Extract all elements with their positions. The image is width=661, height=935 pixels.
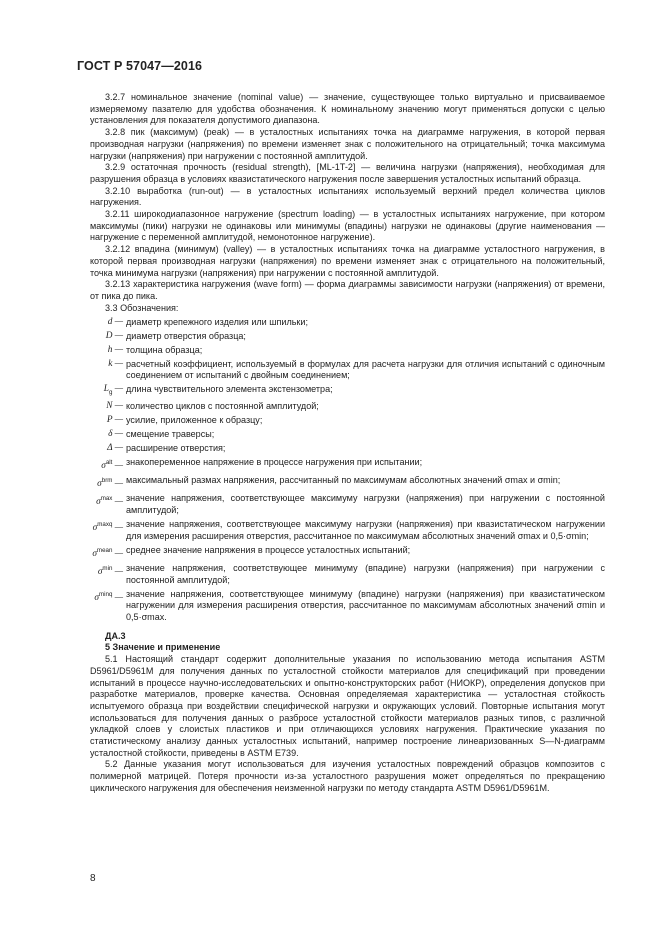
symbol-row — [90, 443, 605, 455]
symbol-superscript: brm — [101, 477, 113, 485]
symbol-notation: $\sigma^{max}$ — — [96, 495, 123, 508]
symbol-description: смещение траверсы; — [126, 429, 215, 440]
symbol-description: знакопеременное напряжение в процессе нагружения при испытании; — [126, 457, 423, 468]
symbol-description: значение напряжения, соответствующее минимуму (впадине) нагрузки (напряжения) при нагружении с постоянной амплитудой; — [126, 562, 605, 585]
symbol-description: толщина образца; — [126, 344, 203, 355]
symbol-notation: h — — [107, 344, 123, 355]
symbol-notation: $\sigma^{min}$ — — [97, 564, 123, 577]
symbol-description: максимальный размах напряжения, рассчитанный по максимумам абсолютных значений σmax и σmin; — [126, 475, 561, 486]
symbol-superscript: min — [102, 564, 113, 572]
definitions-block — [90, 92, 605, 314]
symbol-base: P — [106, 415, 113, 426]
symbol-base: σ — [96, 497, 101, 508]
symbol-superscript: maxq — [97, 521, 113, 529]
symbol-row — [90, 401, 605, 413]
page-content — [90, 92, 605, 795]
symbol-subscript: g — [108, 389, 113, 397]
symbol-notation: d — — [107, 316, 123, 327]
symbol-base: N — [106, 401, 113, 412]
symbol-superscript: minq — [98, 590, 113, 598]
symbol-description: значение напряжения, соответствующее максимуму нагрузки (напряжения) при нагружении с постоянной амплитудой; — [126, 493, 605, 516]
symbol-row — [90, 493, 605, 516]
symbol-row — [90, 545, 605, 561]
symbol-row — [90, 457, 605, 473]
symbol-description: расчетный коэффициент, используемый в формулах для расчета нагрузки для отличия испытаний с одиночным соединением от испытаний с двойным соединением; — [126, 358, 605, 381]
symbol-base: L — [103, 384, 109, 395]
paragraph-3-2-9: 3.2.9 остаточная прочность (residual strength), [ML-1T-2] — величина нагрузки (напряжения), необходимая для разрушения образца в условиях квазистатического нагружения после завершения усталостных испытаний образца. — [90, 162, 605, 184]
symbol-notation: N — — [106, 401, 123, 412]
symbol-description: диаметр отверстия образца; — [126, 330, 246, 341]
subsection-heading: 5 Значение и применение — [105, 642, 221, 653]
symbol-base: δ — [108, 429, 113, 440]
symbol-base: h — [107, 344, 113, 355]
symbol-superscript: alt — [105, 459, 113, 467]
symbol-row — [90, 317, 605, 329]
symbol-superscript: max — [100, 495, 113, 503]
symbol-base: k — [108, 358, 113, 369]
symbol-notation: Δ — — [107, 443, 123, 454]
paragraph-3-3-heading: 3.3 Обозначения: — [105, 302, 179, 313]
symbol-description: количество циклов с постоянной амплитудой; — [126, 401, 319, 412]
symbol-row — [90, 359, 605, 382]
symbol-superscript: mean — [96, 546, 113, 554]
symbol-base: σ — [97, 479, 102, 490]
paragraph-3-2-13: 3.2.13 характеристика нагружения (wave form) — форма диаграммы зависимости нагрузки (напряжения) от времени, от пика до пика. — [90, 279, 605, 301]
symbol-row — [90, 384, 605, 399]
symbol-base: d — [107, 316, 113, 327]
symbol-notation: $\sigma^{maxq}$ — — [92, 521, 123, 534]
paragraph-5-1: 5.1 Настоящий стандарт содержит дополнительные указания по использованию метода испытания ASTM D5961/D5961M для получения данных по усталостной стойкости материалов для спецификаций при проведении испытаний в процессе научно-исследовательских и опытно-конструкторских работ (НИОКР), определения допусков при разработке материалов, проверке качества. Основная определяемая характеристика — усталостная стойкость испытуемого образца при воздействии специфической нагрузки и окружающих условий. Повторные испытания могут использоваться для получения данных о разбросе усталостной стойкости материалов разных типов, с различной укладкой слоев у слоистых пластиков и при отличающихся условиях нагружения. Практические указания по статистическому анализу данных усталостных испытаний, например построение линеаризованных S—N-диаграмм усталостной стойкости, приведены в ASTM E739. — [90, 654, 605, 758]
symbol-description: расширение отверстия; — [126, 443, 226, 454]
symbol-notation: $\sigma^{mean}$ — — [92, 546, 123, 559]
symbol-row — [90, 345, 605, 357]
paragraph-3-2-8: 3.2.8 пик (максимум) (peak) — в усталостных испытаниях точка на диаграмме нагружения, в которой первая производная нагрузки (напряжения) по времени изменяет знак с положительного на отрицательный; точка максимума нагрузки (напряжения) при нагружении с постоянной амплитудой. — [90, 127, 605, 161]
page-number: 8 — [90, 873, 96, 884]
section-heading: ДА.3 — [105, 630, 126, 641]
symbols-list — [90, 317, 605, 624]
symbol-notation: $\sigma^{alt}$ — — [101, 459, 123, 472]
symbol-base: Δ — [107, 443, 113, 454]
symbol-notation: D — — [105, 330, 123, 341]
symbol-row — [90, 429, 605, 441]
symbol-base: σ — [92, 523, 98, 534]
symbol-base: σ — [101, 461, 106, 472]
symbol-description: значение напряжения, соответствующее минимуму (впадине) нагрузки (напряжения) при квазистатическом нагружении для измерения расширения отверстия, рассчитанное по максимумам абсолютных значений σmin и 0,5·σmax. — [126, 588, 605, 623]
symbol-row — [90, 563, 605, 586]
symbol-notation: $\sigma^{brm}$ — — [97, 477, 123, 490]
paragraph-3-2-7: 3.2.7 номинальное значение (nominal value) — значение, существующее только виртуально и присваиваемое измеряемому пазателю для удобства обозначения. К номинальному значению могут применяться допуски с целью установления для показателя допустимого диапазона. — [90, 92, 605, 126]
paragraph-3-2-11: 3.2.11 широкодиапазонное нагружение (spectrum loading) — в усталостных испытаниях нагружение, при котором максимумы (пики) нагрузки не одинаковы или минимумы (впадины) нагрузки не одинаковы (другие наименования — нагружение с переменной амплитудой, немонотонное нагружение). — [90, 209, 605, 243]
symbol-description: длина чувствительного элемента экстензометра; — [126, 384, 333, 395]
symbol-notation: $\sigma^{minq}$ — — [94, 590, 123, 603]
symbol-row — [90, 589, 605, 624]
symbol-notation: δ — — [108, 429, 123, 440]
symbol-notation: k — — [108, 358, 123, 369]
symbol-row — [90, 475, 605, 491]
symbol-notation: $L_g$ — — [103, 384, 123, 397]
paragraph-5-2: 5.2 Данные указания могут использоваться для изучения усталостных повреждений образцов композитов с полимерной матрицей. Потеря прочности из-за усталостного разрушения может определяться по прекращению циклического нагружения для обеспечения неизменной нагрузки по методу стандарта ASTM D5961/D5961M. — [90, 759, 605, 793]
symbol-description: усилие, приложенное к образцу; — [126, 415, 263, 426]
symbol-row — [90, 331, 605, 343]
document-header: ГОСТ Р 57047—2016 — [77, 59, 203, 73]
symbol-description: значение напряжения, соответствующее максимуму нагрузки (напряжения) при квазистатическом нагружении для измерения расширения отверстия, рассчитанное по максимумам абсолютных значений σmax и 0,5·σmin; — [126, 519, 605, 541]
symbol-description: среднее значение напряжения в процессе усталостных испытаний; — [126, 544, 411, 555]
symbol-base: D — [105, 330, 113, 341]
symbol-description: диаметр крепежного изделия или шпильки; — [126, 316, 308, 327]
symbol-base: σ — [92, 548, 97, 559]
symbol-notation: P — — [106, 415, 123, 426]
paragraph-3-2-10: 3.2.10 выработка (run-out) — в усталостных испытаниях используемый верхний предел количества циклов нагружения. — [90, 185, 605, 208]
symbol-row — [90, 519, 605, 542]
paragraph-3-2-12: 3.2.12 впадина (минимум) (valley) — в усталостных испытаниях точка на диаграмме усталостного нагружения, в которой первая производная нагрузки (напряжения) по времени изменяет знак с отрицательного на положительный, точка минимума нагрузки (напряжения) при нагружении с постоянной амплитудой. — [90, 244, 605, 278]
symbol-base: σ — [97, 567, 103, 577]
symbol-row — [90, 415, 605, 427]
symbol-base: σ — [94, 592, 99, 603]
